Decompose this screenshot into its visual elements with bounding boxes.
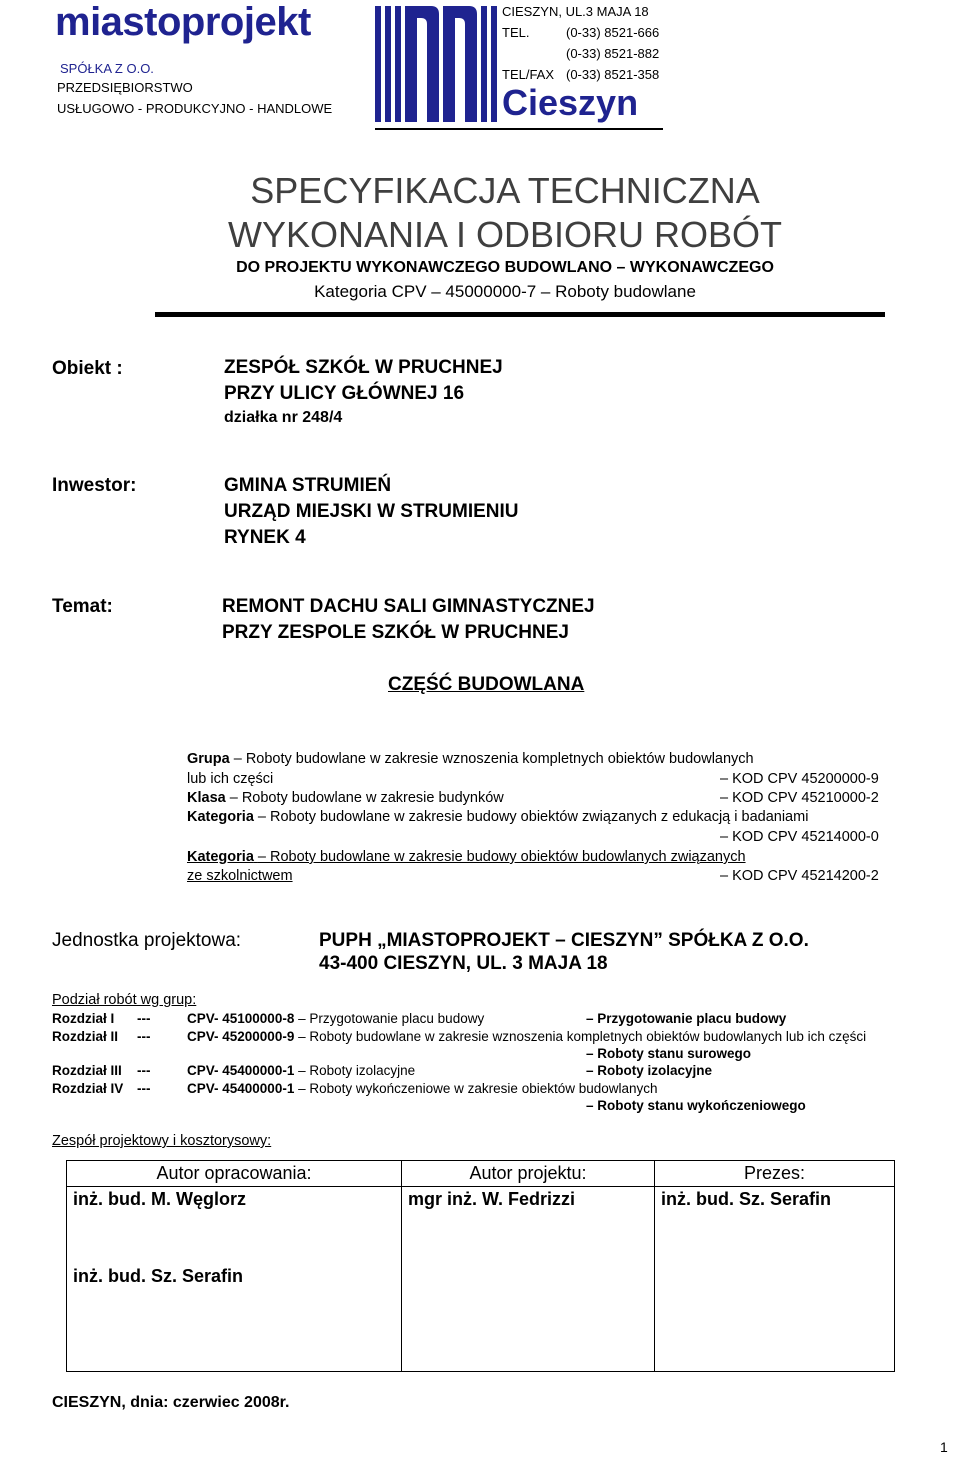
rozdzial2-right: – Roboty stanu surowego [586, 1046, 752, 1061]
telfax-label: TEL/FAX [502, 67, 555, 82]
rozdzial1-label: Rozdział I [52, 1011, 115, 1026]
grupa-label: Grupa [187, 751, 230, 767]
title-line-3: DO PROJEKTU WYKONAWCZEGO BUDOWLANO – WYKONAWCZEGO [236, 259, 774, 276]
title-line-1: SPECYFIKACJA TECHNICZNA [250, 170, 760, 211]
rozdzial4-text: – Roboty wykończeniowe w zakresie obiektów budowlanych [298, 1081, 658, 1096]
klasa-code: – KOD CPV 45210000-2 [720, 790, 879, 806]
rozdzial2-label: Rozdział II [52, 1029, 119, 1044]
rozdzial2-text: – Roboty budowlane w zakresie wznoszenia kompletnych obiektów budowlanych lub ich części [298, 1029, 867, 1044]
team-name-author-1: inż. bud. M. Węglorz [73, 1189, 246, 1209]
grupa-text-2: lub ich części [187, 771, 274, 787]
tel-label: TEL. [502, 25, 530, 40]
klasa-label: Klasa [187, 790, 226, 806]
obiekt-line-2: PRZY ULICY GŁÓWNEJ 16 [224, 383, 465, 404]
obiekt-label: Obiekt : [52, 358, 123, 379]
telfax-number: (0-33) 8521-358 [566, 67, 660, 82]
rozdzial4-cpv: CPV- 45400000-1 [187, 1081, 295, 1096]
kategoria1-code: – KOD CPV 45214000-0 [720, 829, 879, 845]
temat-line-1: REMONT DACHU SALI GIMNASTYCZNEJ [222, 596, 595, 617]
kategoria2-text-2: ze szkolnictwem [187, 868, 293, 884]
team-name-author-2: inż. bud. Sz. Serafin [73, 1266, 244, 1286]
rozdzial3-cpv: CPV- 45400000-1 [187, 1063, 295, 1078]
company-logo-icon [375, 6, 497, 122]
rozdzial4-right: – Roboty stanu wykończeniowego [586, 1098, 806, 1113]
obiekt-line-3: działka nr 248/4 [224, 409, 343, 426]
title-divider [155, 312, 885, 317]
klasa-text: – Roboty budowlane w zakresie budynków [229, 790, 504, 806]
rozdzial1-right: – Przygotowanie placu budowy [586, 1011, 787, 1026]
temat-line-2: PRZY ZESPOLE SZKÓŁ W PRUCHNEJ [222, 622, 569, 643]
temat-part: CZĘŚĆ BUDOWLANA [388, 674, 585, 695]
company-address: CIESZYN, UL.3 MAJA 18 [502, 4, 649, 19]
page-number: 1 [940, 1439, 948, 1455]
rozdzial2-dash: --- [137, 1029, 151, 1044]
title-line-4: Kategoria CPV – 45000000-7 – Roboty budowlane [314, 282, 696, 301]
tel-number-2: (0-33) 8521-882 [566, 46, 660, 61]
rozdzial1-text: – Przygotowanie placu budowy [298, 1011, 485, 1026]
rozdzial2-cpv: CPV- 45200000-9 [187, 1029, 295, 1044]
team-name-designer: mgr inż. W. Fedrizzi [402, 1187, 655, 1372]
rozdzial3-label: Rozdział III [52, 1063, 122, 1078]
team-name-president: inż. bud. Sz. Serafin [655, 1187, 895, 1372]
jednostka-line-2: 43-400 CIESZYN, UL. 3 MAJA 18 [319, 953, 608, 974]
obiekt-line-1: ZESPÓŁ SZKÓŁ W PRUCHNEJ [224, 357, 503, 378]
inwestor-line-1: GMINA STRUMIEŃ [224, 475, 392, 496]
kategoria2-label: Kategoria [187, 849, 254, 865]
jednostka-line-1: PUPH „MIASTOPROJEKT – CIESZYN” SPÓŁKA Z O.O. [319, 930, 809, 951]
kategoria2-text: – Roboty budowlane w zakresie budowy obiektów budowlanych związanych [257, 849, 746, 865]
rozdzial3-dash: --- [137, 1063, 151, 1078]
team-head-autor-projektu: Autor projektu: [402, 1161, 655, 1187]
company-activity: USŁUGOWO - PRODUKCYJNO - HANDLOWE [57, 101, 333, 116]
team-head-autor-opracowania: Autor opracowania: [67, 1161, 402, 1187]
rozdzial1-cpv: CPV- 45100000-8 [187, 1011, 295, 1026]
company-form: SPÓŁKA Z O.O. [60, 61, 154, 76]
letterhead-divider [375, 128, 663, 130]
temat-label: Temat: [52, 596, 113, 617]
rozdzial3-text: – Roboty izolacyjne [298, 1063, 416, 1078]
inwestor-line-3: RYNEK 4 [224, 527, 306, 548]
team-head-prezes: Prezes: [655, 1161, 895, 1187]
rozdzial4-label: Rozdział IV [52, 1081, 124, 1096]
team-table [66, 1160, 895, 1372]
brand-name: miastoprojekt [55, 0, 311, 44]
rozdzial4-dash: --- [137, 1081, 151, 1096]
title-line-2: WYKONANIA I ODBIORU ROBÓT [227, 214, 783, 255]
tel-number-1: (0-33) 8521-666 [566, 25, 660, 40]
kategoria2-code: – KOD CPV 45214200-2 [720, 868, 879, 884]
team-cell-author [67, 1187, 402, 1372]
inwestor-line-2: URZĄD MIEJSKI W STRUMIENIU [224, 501, 519, 522]
jednostka-label: Jednostka projektowa: [52, 930, 242, 951]
grupa-text: – Roboty budowlane w zakresie wznoszenia kompletnych obiektów budowlanych [233, 751, 754, 767]
podzial-heading: Podział robót wg grup: [52, 992, 197, 1008]
kategoria1-label: Kategoria [187, 809, 254, 825]
company-type: PRZEDSIĘBIORSTWO [57, 80, 193, 95]
inwestor-label: Inwestor: [52, 475, 137, 496]
kategoria2-row [187, 868, 907, 884]
grupa-code: – KOD CPV 45200000-9 [720, 771, 879, 787]
rozdzial1-dash: --- [137, 1011, 151, 1026]
kategoria1-text: – Roboty budowlane w zakresie budowy obiektów związanych z edukacją i badaniami [257, 809, 809, 825]
company-city: Cieszyn [502, 82, 639, 123]
rozdzial3-right: – Roboty izolacyjne [586, 1063, 713, 1078]
footer-date: CIESZYN, dnia: czerwiec 2008r. [52, 1394, 290, 1411]
zespol-heading: Zespół projektowy i kosztorysowy: [52, 1133, 272, 1149]
